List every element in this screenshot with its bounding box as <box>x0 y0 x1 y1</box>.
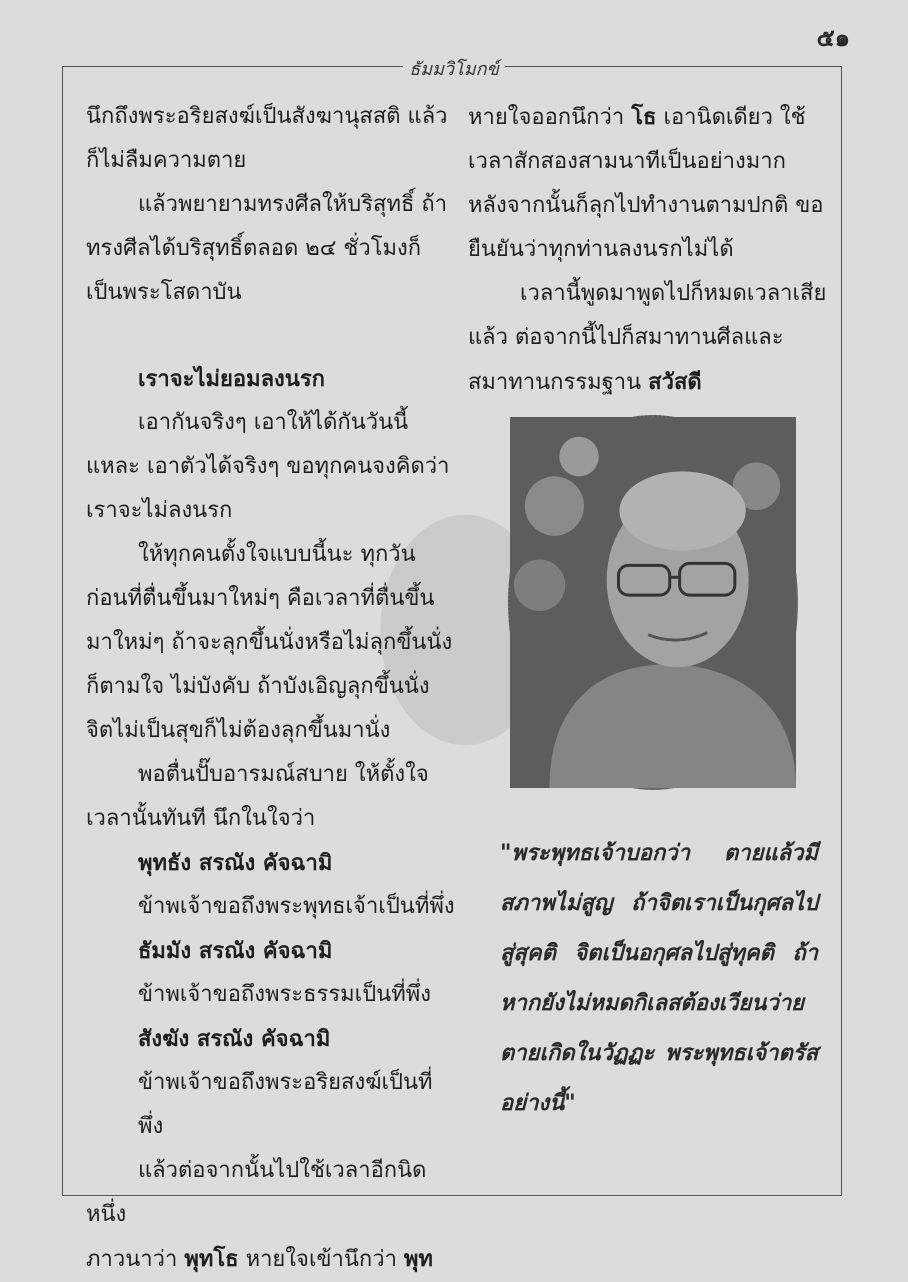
left-paragraph-6: แล้วต่อจากนั้นไปใช้เวลาอีกนิดหนึ่ง <box>86 1158 427 1227</box>
page-number: ๕๑ <box>816 23 850 52</box>
left-paragraph-2: แล้วพยายามทรงศีลให้บริสุทธิ์ ถ้าทรงศีลได้บริสุทธิ์ตลอด ๒๔ ชั่วโมงก็เป็นพระโสดาบัน <box>86 192 448 305</box>
monk-portrait-photo <box>508 415 798 790</box>
right-column <box>468 95 828 405</box>
left-paragraph-3: เอากันจริงๆ เอาให้ได้กันวันนี้แหละ เอาตัวได้จริงๆ ขอทุกคนจงคิดว่าเราจะไม่ลงนรก <box>86 410 450 523</box>
section-heading: เราจะไม่ยอมลงนรก <box>138 366 325 392</box>
pull-quote: "พระพุทธเจ้าบอกว่า ตายแล้วมีสภาพไม่สูญ ถ้าจิตเราเป็นกุศลไปสู่สุคติ จิตเป็นอกุศลไปสู่ทุคติ ถ้าหากยังไม่หมดกิเลสต้องเวียนว่ายตายเกิดในวัฏฏะ พระพุทธเจ้าตรัสอย่างนี้" <box>500 840 818 1116</box>
right-text-closing: เวลานี้พูดมาพูดไปก็หมดเวลาเสีย แล้ว ต่อจากนี้ไปก็สมาทานศีลและสมาทานกรรมฐาน <box>468 281 827 395</box>
left-paragraph-5: พอตื่นปั๊บอารมณ์สบาย ให้ตั้งใจเวลานั้นทันที นึกในใจว่า <box>86 762 429 831</box>
right-text-c: เอานิดเดียว ใช้เวลาสักสองสามนาทีเป็นอย่างมาก หลังจากนั้นก็ลุกไปทำงานตามปกติ ขอยืนยันว่าทุกท่านลงนรกไม่ได้ <box>468 105 824 262</box>
left-paragraph-7 <box>86 1237 456 1282</box>
meditation-word-tho: โธ <box>631 104 657 130</box>
right-paragraph-2 <box>468 272 828 405</box>
running-header-title: ธัมมวิโมกข์ <box>403 59 505 80</box>
chant-dhammam-translation: ข้าพเจ้าขอถึงพระธรรมเป็นที่พึ่ง <box>138 982 431 1007</box>
left-paragraph-4: ให้ทุกคนตั้งใจแบบนี้นะ ทุกวันก่อนที่ตื่นขึ้นมาใหม่ๆ คือเวลาที่ตื่นขึ้นมาใหม่ๆ ถ้าจะลุกขึ้นนั่งหรือไม่ลุกขึ้นนั่งก็ตามใจ ไม่บังคับ ถ้าบังเอิญลุกขึ้นนั่งจิตไม่เป็นสุขก็ไม่ต้องลุกขึ้นมานั่ง <box>86 542 453 743</box>
left-column <box>86 95 456 1282</box>
closing-greeting: สวัสดี <box>648 369 702 395</box>
chant-buddham-translation: ข้าพเจ้าขอถึงพระพุทธเจ้าเป็นที่พึ่ง <box>138 894 455 919</box>
chant-dhammam: ธัมมัง สรณัง คัจฉามิ <box>138 938 333 964</box>
right-paragraph-1 <box>468 95 828 272</box>
meditation-text-a: ภาวนาว่า <box>86 1247 178 1272</box>
meditation-word-buddho: พุทโธ <box>184 1246 239 1272</box>
portrait-image <box>510 417 796 788</box>
meditation-text-c: หายใจเข้านึกว่า <box>245 1247 397 1272</box>
meditation-word-bud: พุท <box>403 1246 433 1272</box>
left-paragraph-1: นึกถึงพระอริยสงฆ์เป็นสังฆานุสสติ แล้วก็ไม่ลืมความตาย <box>86 104 448 173</box>
chant-sangham: สังฆัง สรณัง คัจฉามิ <box>138 1026 331 1052</box>
chant-buddham: พุทธัง สรณัง คัจฉามิ <box>138 850 333 876</box>
running-header <box>0 54 908 83</box>
right-text-a: หายใจออกนึกว่า <box>468 105 625 130</box>
chant-sangham-translation: ข้าพเจ้าขอถึงพระอริยสงฆ์เป็นที่พึ่ง <box>138 1070 433 1139</box>
